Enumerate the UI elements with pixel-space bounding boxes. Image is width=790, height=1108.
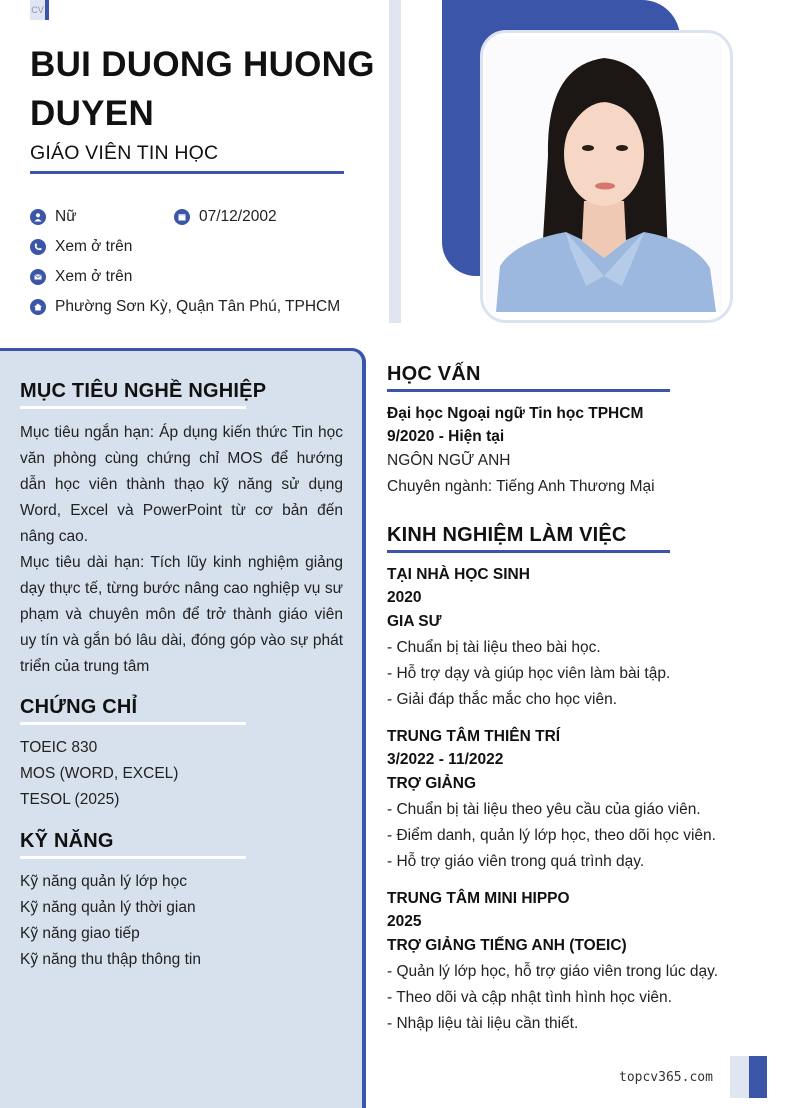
contact-phone xyxy=(30,238,132,256)
job-company: TRUNG TÂM THIÊN TRÍ xyxy=(387,728,561,745)
objective-long-term: Mục tiêu dài hạn: Tích lũy kinh nghiệm giảng dạy thực tế, từng bước nâng cao nghiệp vụ sư phạm và chuyên môn để trở thành giáo viên uy tín và gắn bó lâu dài, đóng góp vào sự phát triển của trung tâm xyxy=(20,554,343,675)
job-role: GIA SƯ xyxy=(387,613,442,630)
job-task: - Nhập liệu tài liệu cần thiết. xyxy=(387,1015,579,1032)
skill-item: Kỹ năng thu thập thông tin xyxy=(20,951,201,968)
phone-value: Xem ở trên xyxy=(55,238,133,255)
job-period: 3/2022 - 11/2022 xyxy=(387,751,504,768)
header-divider xyxy=(389,0,401,323)
skill-item: Kỹ năng quản lý lớp học xyxy=(20,873,187,890)
certificate-item: TESOL (2025) xyxy=(20,791,120,808)
certificates-heading: CHỨNG CHỈ xyxy=(20,696,138,718)
job-task: - Điểm danh, quản lý lớp học, theo dõi học viên. xyxy=(387,827,716,844)
address-value: Phường Sơn Kỳ, Quận Tân Phú, TPHCM xyxy=(55,298,341,315)
objective-underline xyxy=(20,406,246,409)
job-company: TẠI NHÀ HỌC SINH xyxy=(387,566,530,583)
job-task: - Chuẩn bị tài liệu theo bài học. xyxy=(387,639,601,656)
phone-icon xyxy=(30,239,46,255)
contact-email xyxy=(30,268,132,286)
education-period: 9/2020 - Hiện tại xyxy=(387,428,505,445)
profile-photo xyxy=(480,30,733,323)
person-icon xyxy=(30,209,46,225)
education-specialization: Chuyên ngành: Tiếng Anh Thương Mại xyxy=(387,478,655,495)
job-role: TRỢ GIẢNG xyxy=(387,775,476,792)
certificate-item: MOS (WORD, EXCEL) xyxy=(20,765,179,782)
skill-item: Kỹ năng quản lý thời gian xyxy=(20,899,196,916)
job-task: - Giải đáp thắc mắc cho học viên. xyxy=(387,691,618,708)
education-major: NGÔN NGỮ ANH xyxy=(387,452,511,469)
calendar-icon xyxy=(174,209,190,225)
skill-item: Kỹ năng giao tiếp xyxy=(20,925,140,942)
certificate-item: TOEIC 830 xyxy=(20,739,98,756)
skills-underline xyxy=(20,856,246,859)
education-heading: HỌC VẤN xyxy=(387,363,481,385)
footer-watermark: topcv365.com xyxy=(619,1070,713,1085)
job-task: - Chuẩn bị tài liệu theo yêu cầu của giáo viên. xyxy=(387,801,701,818)
certificates-underline xyxy=(20,722,246,725)
job-task: - Quản lý lớp học, hỗ trợ giáo viên trong lúc dạy. xyxy=(387,963,719,980)
education-underline xyxy=(387,389,670,392)
experience-underline xyxy=(387,550,670,553)
contact-gender xyxy=(30,208,77,226)
education-school: Đại học Ngoại ngữ Tin học TPHCM xyxy=(387,405,644,422)
job-period: 2025 xyxy=(387,913,422,930)
job-role: TRỢ GIẢNG TIẾNG ANH (TOEIC) xyxy=(387,937,627,954)
title-underline xyxy=(30,171,344,174)
job-period: 2020 xyxy=(387,589,422,606)
job-task: - Hỗ trợ dạy và giúp học viên làm bài tập. xyxy=(387,665,671,682)
footer-decor-light xyxy=(730,1056,749,1098)
job-task: - Hỗ trợ giáo viên trong quá trình dạy. xyxy=(387,853,645,870)
gender-value: Nữ xyxy=(55,208,77,225)
contact-birthdate xyxy=(174,208,277,226)
cv-logo: CV xyxy=(30,0,49,20)
job-task: - Theo dõi và cập nhật tình hình học viên. xyxy=(387,989,672,1006)
profile-photo-illustration xyxy=(486,36,722,312)
contact-address xyxy=(30,298,340,316)
candidate-name: BUI DUONG HUONG DUYEN xyxy=(30,45,375,133)
home-icon xyxy=(30,299,46,315)
email-value: Xem ở trên xyxy=(55,268,133,285)
footer-decor-dark xyxy=(749,1056,767,1098)
job-title: GIÁO VIÊN TIN HỌC xyxy=(30,142,219,164)
skills-heading: KỸ NĂNG xyxy=(20,830,114,852)
objective-short-term: Mục tiêu ngắn hạn: Áp dụng kiến thức Tin học văn phòng cùng chứng chỉ MOS để hướng dẫn học viên thành thạo kỹ năng sử dụng Word, Excel và PowerPoint từ cơ bản đến nâng cao. xyxy=(20,424,343,545)
experience-heading: KINH NGHIỆM LÀM VIỆC xyxy=(387,524,627,546)
birthdate-value: 07/12/2002 xyxy=(199,208,277,225)
objective-heading: MỤC TIÊU NGHỀ NGHIỆP xyxy=(20,380,267,402)
mail-icon xyxy=(30,269,46,285)
job-company: TRUNG TÂM MINI HIPPO xyxy=(387,890,570,907)
